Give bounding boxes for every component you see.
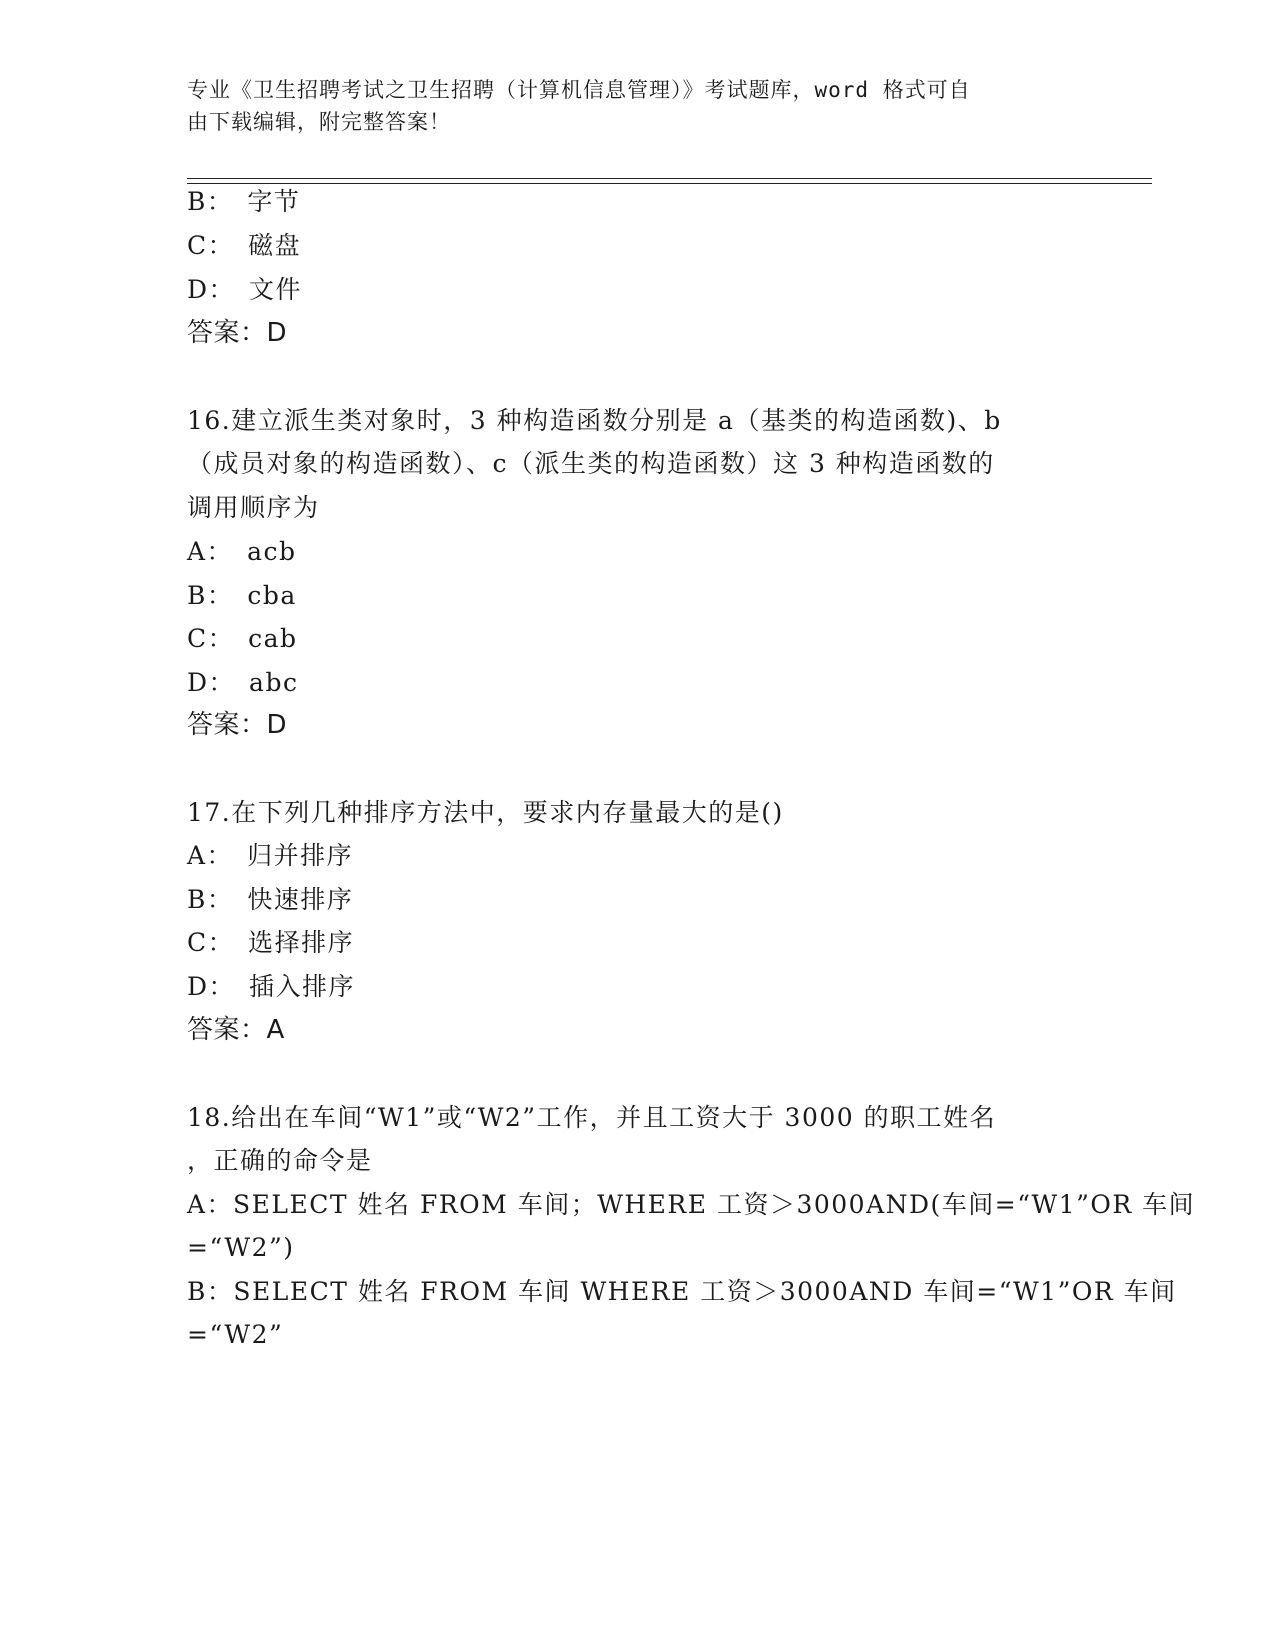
option-key: A： [187, 841, 234, 870]
q17-stem-line-1: 17.在下列几种排序方法中，要求内存量最大的是() [187, 798, 784, 827]
q18-stem-line-1: 18.给出在车间“W1”或“W2”工作，并且工资大于 3000 的职工姓名 [187, 1103, 997, 1132]
option-text: abc [249, 668, 299, 697]
option-text: acb [247, 537, 297, 566]
header-line-1: 专业《卫生招聘考试之卫生招聘（计算机信息管理）》考试题库，word 格式可自 [187, 78, 971, 102]
q16-stem-line-1: 16.建立派生类对象时，3 种构造函数分别是 a（基类的构造函数)、b [187, 406, 1002, 435]
q16-option-b [187, 580, 297, 612]
option-text: cba [247, 581, 297, 610]
q18-option-a-line-2: =“W2”) [187, 1233, 295, 1262]
document-header [187, 74, 1067, 138]
option-key: B： [187, 581, 234, 610]
option-text: 文件 [249, 275, 303, 304]
q15-option-d [187, 274, 302, 306]
q18-option-b-line-2: =“W2” [187, 1320, 284, 1349]
q16-stem-line-2: （成员对象的构造函数）、c（派生类的构造函数）这 3 种构造函数的 [187, 449, 995, 478]
q16-option-a [187, 536, 296, 568]
q18-option-b-line-1: B：SELECT 姓名 FROM 车间 WHERE 工资＞3000AND 车间=“W1”OR 车间 [187, 1277, 1177, 1306]
q16-option-c [187, 623, 298, 655]
header-divider-bottom [187, 183, 1152, 184]
q15-option-c [187, 230, 301, 262]
q17-option-d [187, 971, 355, 1003]
option-key: B： [187, 187, 234, 216]
option-key: C： [187, 624, 235, 653]
q15-answer: 答案：D [187, 318, 288, 348]
option-key: D： [187, 972, 236, 1001]
option-key: B： [187, 885, 234, 914]
q17-option-c [187, 927, 354, 959]
q16-stem-line-3: 调用顺序为 [187, 493, 320, 522]
q18-option-a-line-1: A：SELECT 姓名 FROM 车间；WHERE 工资＞3000AND(车间=“W1”OR 车间 [187, 1190, 1196, 1219]
option-key: C： [187, 928, 235, 957]
option-text: cab [248, 624, 298, 653]
q16-option-d [187, 667, 298, 699]
option-text: 选择排序 [248, 928, 355, 957]
q17-answer: 答案：A [187, 1015, 285, 1045]
option-text: 快速排序 [247, 885, 354, 914]
option-text: 字节 [247, 187, 301, 216]
q16-answer: 答案：D [187, 710, 288, 740]
q17-option-a [187, 840, 353, 872]
option-text: 插入排序 [249, 972, 356, 1001]
option-key: C： [187, 231, 235, 260]
q15-option-b [187, 186, 300, 218]
option-text: 磁盘 [248, 231, 302, 260]
q17-option-b [187, 884, 353, 916]
header-divider-top [187, 178, 1152, 179]
option-key: A： [187, 537, 234, 566]
option-key: D： [187, 668, 236, 697]
option-key: D： [187, 275, 236, 304]
header-line-2: 由下载编辑，附完整答案！ [187, 110, 451, 134]
option-text: 归并排序 [247, 841, 354, 870]
q18-stem-line-2: ，正确的命令是 [187, 1146, 373, 1175]
